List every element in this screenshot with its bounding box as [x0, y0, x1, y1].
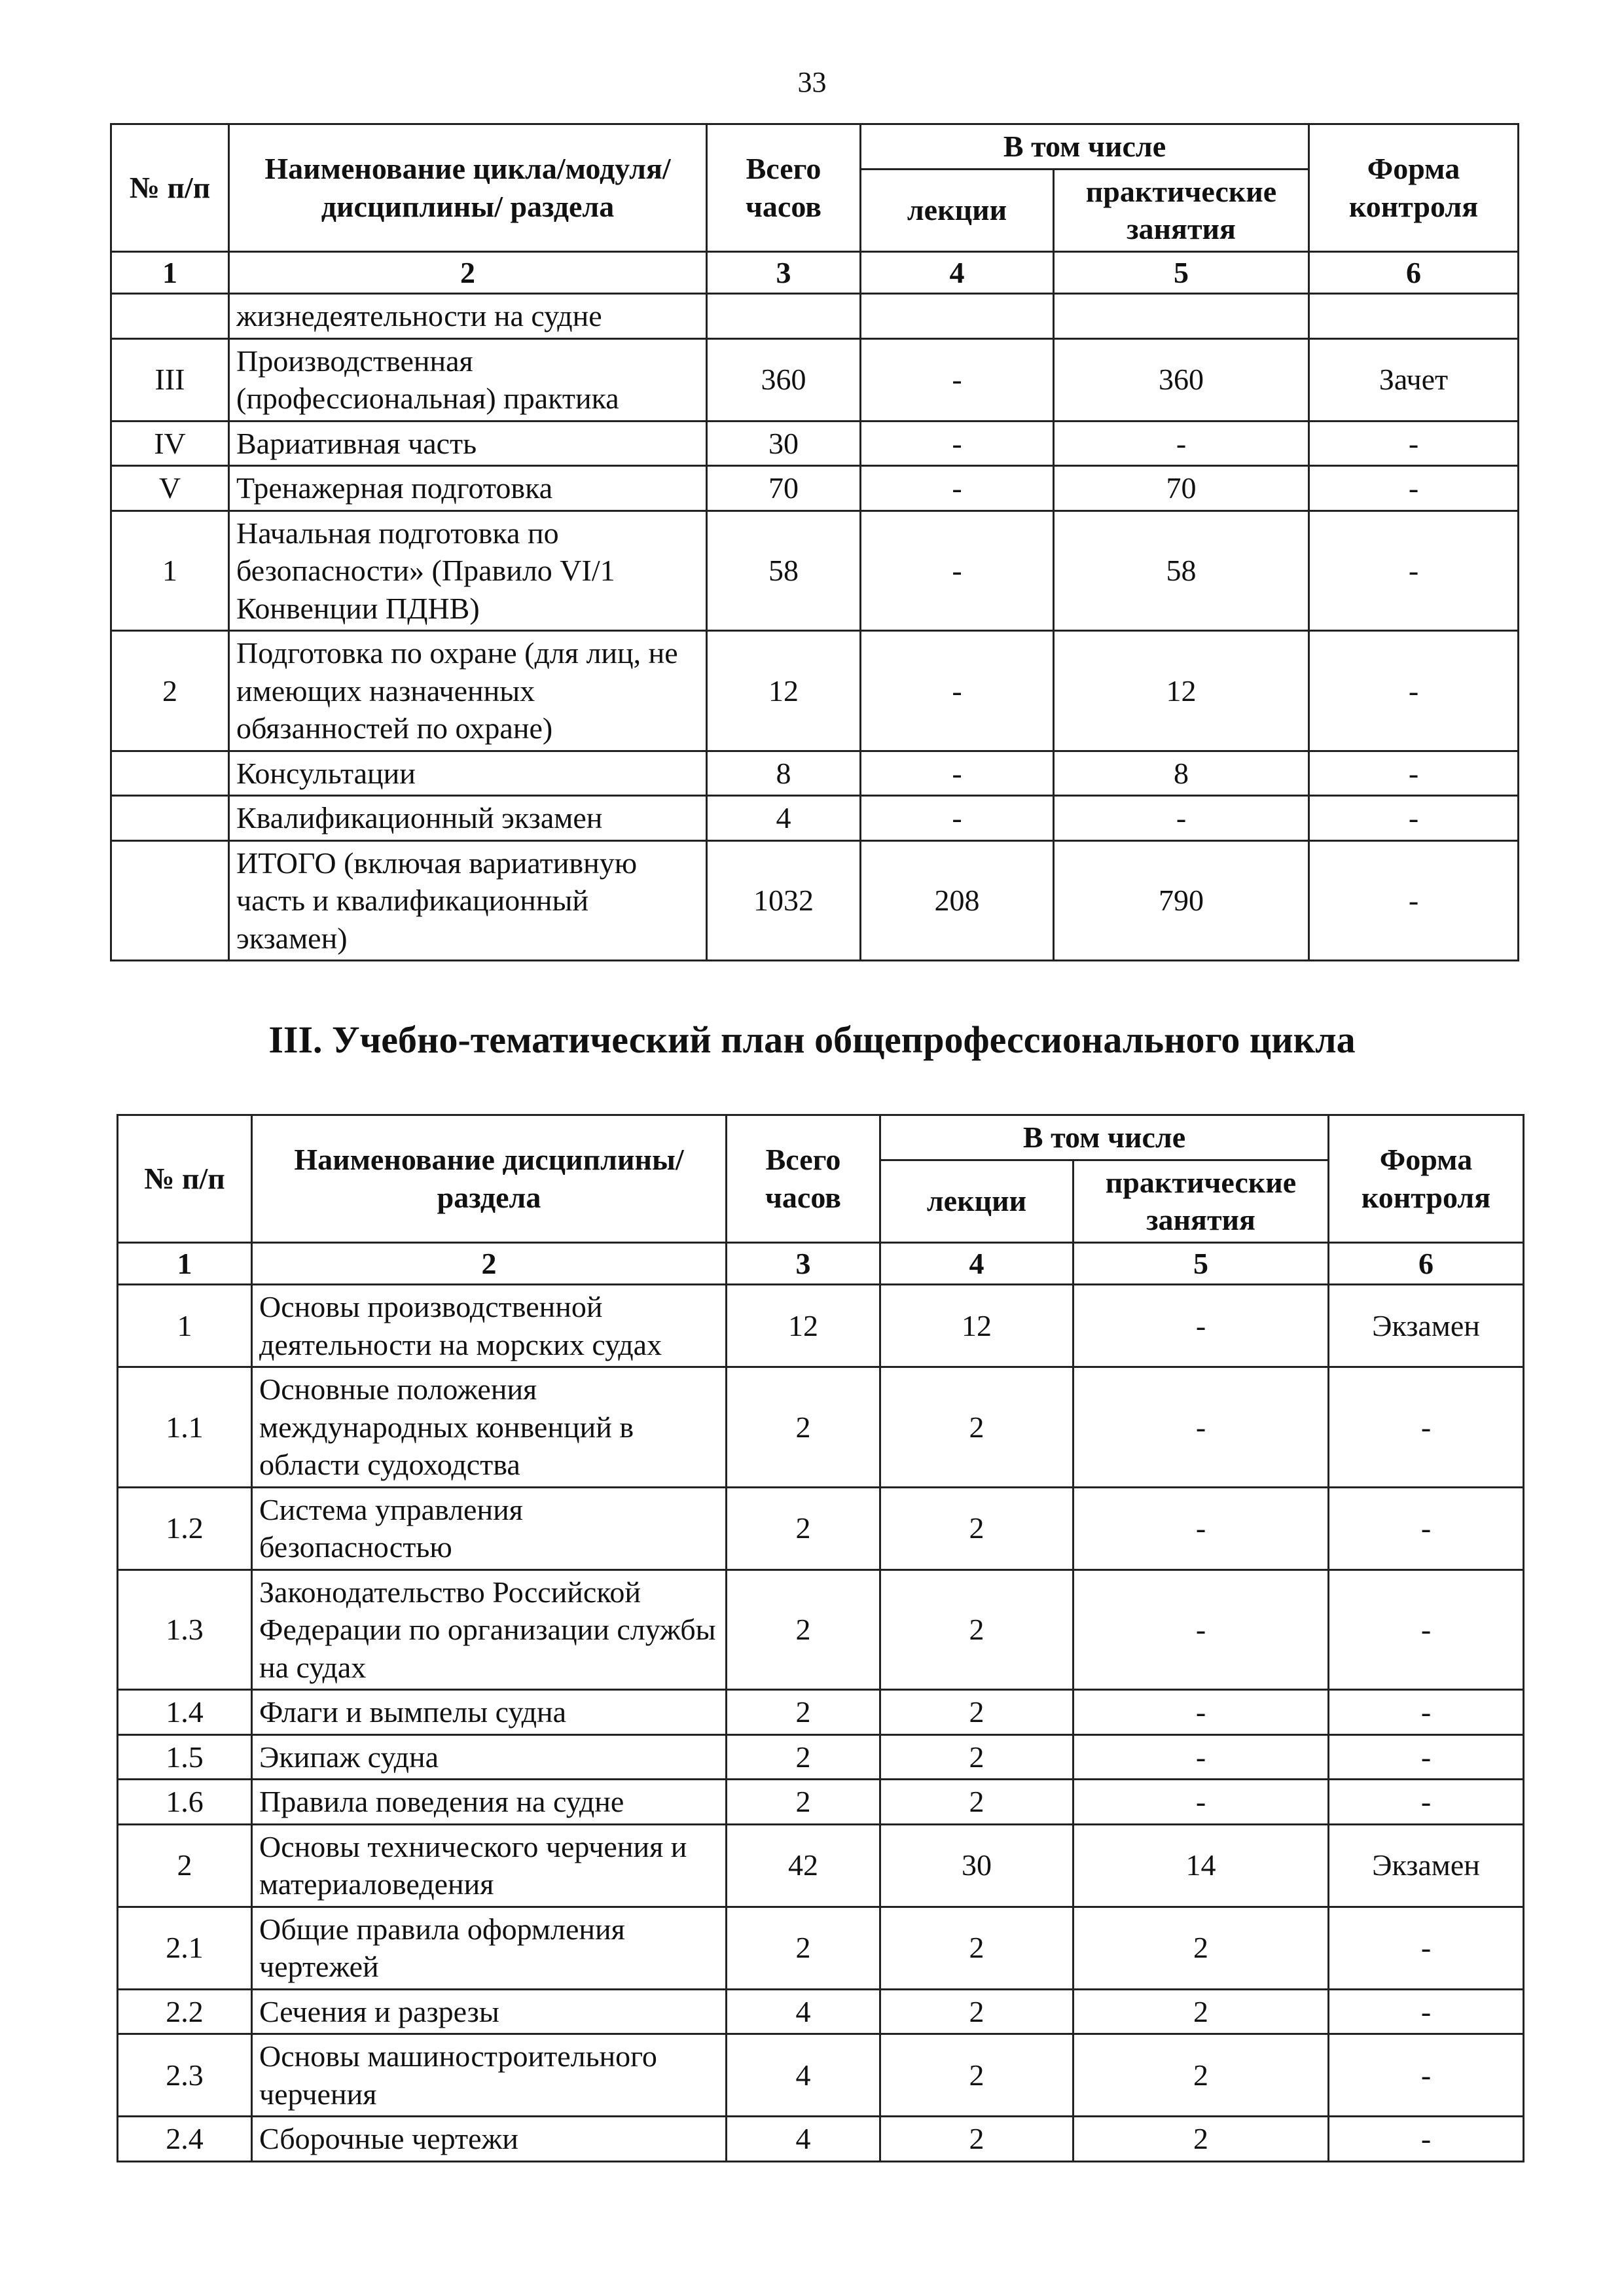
- row-lectures: 2: [880, 1487, 1074, 1570]
- row-practical: -: [1074, 1487, 1329, 1570]
- row-total-hours: 12: [707, 631, 861, 751]
- row-lectures: -: [861, 631, 1054, 751]
- column-number: 2: [229, 251, 707, 294]
- row-lectures: -: [861, 796, 1054, 841]
- row-name: Начальная подготовка по безопасности» (Правило VI/1 Конвенции ПДНВ): [229, 511, 707, 631]
- row-control-form: -: [1329, 1367, 1524, 1488]
- row-number: 1.1: [118, 1367, 252, 1488]
- header-num: № п/п: [118, 1115, 252, 1243]
- header-total: Всего часов: [707, 124, 861, 252]
- row-name: Основные положения международных конвенций в области судоходства: [252, 1367, 727, 1488]
- table-row: [111, 631, 1519, 751]
- header-including: В том числе: [861, 124, 1309, 170]
- row-number: 1.2: [118, 1487, 252, 1570]
- row-control-form: -: [1329, 2117, 1524, 2162]
- page-number: 33: [797, 66, 827, 98]
- row-practical: 14: [1074, 1824, 1329, 1907]
- row-number: 2: [118, 1824, 252, 1907]
- row-name: Сечения и разрезы: [252, 1989, 727, 2034]
- row-total-hours: 2: [727, 1907, 880, 1989]
- column-number: 3: [707, 251, 861, 294]
- row-name: жизнедеятельности на судне: [229, 294, 707, 339]
- column-number-row: [111, 251, 1519, 294]
- row-total-hours: [707, 294, 861, 339]
- row-number: 1.4: [118, 1690, 252, 1735]
- row-lectures: 2: [880, 1780, 1074, 1825]
- row-practical: 790: [1054, 840, 1309, 961]
- table-row: [118, 1487, 1524, 1570]
- header-lectures: лекции: [861, 169, 1054, 251]
- row-practical: -: [1074, 1285, 1329, 1367]
- row-name: Вариативная часть: [229, 421, 707, 466]
- header-including: В том числе: [880, 1115, 1329, 1160]
- row-name: Производственная (профессиональная) практика: [229, 338, 707, 421]
- row-lectures: -: [861, 466, 1054, 511]
- header-num: № п/п: [111, 124, 229, 252]
- row-lectures: -: [861, 421, 1054, 466]
- row-practical: -: [1054, 421, 1309, 466]
- header-name: Наименование цикла/модуля/дисциплины/ раздела: [229, 124, 707, 252]
- table-row: [111, 751, 1519, 796]
- row-lectures: 12: [880, 1285, 1074, 1367]
- column-number: 6: [1309, 251, 1519, 294]
- row-name: Основы машиностроительного черчения: [252, 2034, 727, 2117]
- column-number: 4: [861, 251, 1054, 294]
- table-row: [111, 294, 1519, 339]
- row-practical: [1054, 294, 1309, 339]
- row-number: 1.3: [118, 1570, 252, 1690]
- row-name: Флаги и вымпелы судна: [252, 1690, 727, 1735]
- row-total-hours: 4: [707, 796, 861, 841]
- row-name: ИТОГО (включая вариативную часть и квалификационный экзамен): [229, 840, 707, 961]
- row-name: Подготовка по охране (для лиц, не имеющих назначенных обязанностей по охране): [229, 631, 707, 751]
- header-lectures: лекции: [880, 1160, 1074, 1242]
- header-total: Всего часов: [727, 1115, 880, 1243]
- row-lectures: 2: [880, 2117, 1074, 2162]
- row-total-hours: 4: [727, 2034, 880, 2117]
- column-number: 2: [252, 1242, 727, 1285]
- column-number: 4: [880, 1242, 1074, 1285]
- row-control-form: -: [1329, 1734, 1524, 1780]
- table-row: [118, 1367, 1524, 1488]
- row-practical: 70: [1054, 466, 1309, 511]
- table-row: [118, 1734, 1524, 1780]
- row-total-hours: 1032: [707, 840, 861, 961]
- row-control-form: -: [1309, 631, 1519, 751]
- row-total-hours: 2: [727, 1734, 880, 1780]
- row-total-hours: 8: [707, 751, 861, 796]
- row-total-hours: 2: [727, 1367, 880, 1488]
- table-row: [118, 2034, 1524, 2117]
- header-name: Наименование дисциплины/раздела: [252, 1115, 727, 1243]
- row-number: 1.5: [118, 1734, 252, 1780]
- curriculum-table-continued: [110, 123, 1519, 961]
- row-total-hours: 2: [727, 1780, 880, 1825]
- header-practical: практические занятия: [1054, 169, 1309, 251]
- row-control-form: Экзамен: [1329, 1824, 1524, 1907]
- header-control: Форма контроля: [1309, 124, 1519, 252]
- row-number: 2.4: [118, 2117, 252, 2162]
- row-lectures: -: [861, 511, 1054, 631]
- table-row: [118, 1690, 1524, 1735]
- row-lectures: 208: [861, 840, 1054, 961]
- row-total-hours: 30: [707, 421, 861, 466]
- row-lectures: [861, 294, 1054, 339]
- row-number: 2.1: [118, 1907, 252, 1989]
- row-practical: -: [1054, 796, 1309, 841]
- row-total-hours: 2: [727, 1690, 880, 1735]
- row-control-form: -: [1309, 751, 1519, 796]
- row-control-form: -: [1309, 421, 1519, 466]
- row-total-hours: 70: [707, 466, 861, 511]
- row-practical: 8: [1054, 751, 1309, 796]
- column-number: 5: [1074, 1242, 1329, 1285]
- row-practical: -: [1074, 1570, 1329, 1690]
- row-control-form: -: [1329, 1907, 1524, 1989]
- table-row: [118, 1570, 1524, 1690]
- row-number: 1: [118, 1285, 252, 1367]
- table1-body: [111, 294, 1519, 961]
- row-number: [111, 294, 229, 339]
- table-row: [118, 1989, 1524, 2034]
- row-lectures: 2: [880, 1734, 1074, 1780]
- column-number: 3: [727, 1242, 880, 1285]
- row-total-hours: 2: [727, 1570, 880, 1690]
- row-lectures: 2: [880, 2034, 1074, 2117]
- row-practical: 360: [1054, 338, 1309, 421]
- table-row: [118, 2117, 1524, 2162]
- row-total-hours: 4: [727, 1989, 880, 2034]
- column-number-row: [118, 1242, 1524, 1285]
- row-total-hours: 58: [707, 511, 861, 631]
- row-practical: 2: [1074, 1989, 1329, 2034]
- column-number: 1: [111, 251, 229, 294]
- row-lectures: 2: [880, 1907, 1074, 1989]
- row-practical: -: [1074, 1690, 1329, 1735]
- row-practical: -: [1074, 1734, 1329, 1780]
- row-lectures: -: [861, 338, 1054, 421]
- row-name: Система управления безопасностью: [252, 1487, 727, 1570]
- row-name: Тренажерная подготовка: [229, 466, 707, 511]
- row-name: Основы производственной деятельности на морских судах: [252, 1285, 727, 1367]
- row-name: Сборочные чертежи: [252, 2117, 727, 2162]
- row-practical: 2: [1074, 2117, 1329, 2162]
- row-control-form: -: [1309, 466, 1519, 511]
- row-number: IV: [111, 421, 229, 466]
- row-practical: 2: [1074, 1907, 1329, 1989]
- row-name: Общие правила оформления чертежей: [252, 1907, 727, 1989]
- row-practical: -: [1074, 1367, 1329, 1488]
- row-control-form: -: [1329, 1780, 1524, 1825]
- table-row: [111, 338, 1519, 421]
- column-number: 5: [1054, 251, 1309, 294]
- row-number: III: [111, 338, 229, 421]
- table-row: [118, 1824, 1524, 1907]
- row-number: 2.2: [118, 1989, 252, 2034]
- table2-body: [118, 1285, 1524, 2162]
- row-lectures: -: [861, 751, 1054, 796]
- row-name: Правила поведения на судне: [252, 1780, 727, 1825]
- row-lectures: 2: [880, 1690, 1074, 1735]
- row-control-form: Зачет: [1309, 338, 1519, 421]
- row-number: 2.3: [118, 2034, 252, 2117]
- row-number: V: [111, 466, 229, 511]
- row-total-hours: 2: [727, 1487, 880, 1570]
- row-lectures: 2: [880, 1367, 1074, 1488]
- section-title: III. Учебно-тематический план общепрофессионального цикла: [268, 1018, 1356, 1061]
- table-row: [118, 1780, 1524, 1825]
- row-name: Законодательство Российской Федерации по организации службы на судах: [252, 1570, 727, 1690]
- row-control-form: -: [1309, 511, 1519, 631]
- row-control-form: -: [1329, 1690, 1524, 1735]
- row-total-hours: 42: [727, 1824, 880, 1907]
- row-name: Основы технического черчения и материаловедения: [252, 1824, 727, 1907]
- table-row: [111, 840, 1519, 961]
- row-name: Консультации: [229, 751, 707, 796]
- row-total-hours: 360: [707, 338, 861, 421]
- row-practical: -: [1074, 1780, 1329, 1825]
- table-row: [118, 1907, 1524, 1989]
- row-control-form: -: [1329, 1570, 1524, 1690]
- row-name: Экипаж судна: [252, 1734, 727, 1780]
- row-total-hours: 4: [727, 2117, 880, 2162]
- row-number: 1: [111, 511, 229, 631]
- row-lectures: 2: [880, 1989, 1074, 2034]
- row-practical: 58: [1054, 511, 1309, 631]
- row-number: [111, 840, 229, 961]
- row-practical: 2: [1074, 2034, 1329, 2117]
- row-number: 2: [111, 631, 229, 751]
- row-control-form: -: [1309, 840, 1519, 961]
- row-control-form: Экзамен: [1329, 1285, 1524, 1367]
- table-row: [111, 511, 1519, 631]
- table-row: [111, 796, 1519, 841]
- row-number: [111, 751, 229, 796]
- general-professional-cycle-table: [117, 1114, 1525, 2162]
- row-number: [111, 796, 229, 841]
- row-control-form: -: [1329, 1487, 1524, 1570]
- row-control-form: -: [1329, 1989, 1524, 2034]
- row-total-hours: 12: [727, 1285, 880, 1367]
- row-control-form: [1309, 294, 1519, 339]
- table-row: [118, 1285, 1524, 1367]
- row-control-form: -: [1329, 2034, 1524, 2117]
- row-number: 1.6: [118, 1780, 252, 1825]
- row-control-form: -: [1309, 796, 1519, 841]
- row-lectures: 2: [880, 1570, 1074, 1690]
- column-number: 1: [118, 1242, 252, 1285]
- header-practical: практические занятия: [1074, 1160, 1329, 1242]
- row-practical: 12: [1054, 631, 1309, 751]
- table-row: [111, 421, 1519, 466]
- header-control: Форма контроля: [1329, 1115, 1524, 1243]
- row-lectures: 30: [880, 1824, 1074, 1907]
- column-number: 6: [1329, 1242, 1524, 1285]
- table-row: [111, 466, 1519, 511]
- row-name: Квалификационный экзамен: [229, 796, 707, 841]
